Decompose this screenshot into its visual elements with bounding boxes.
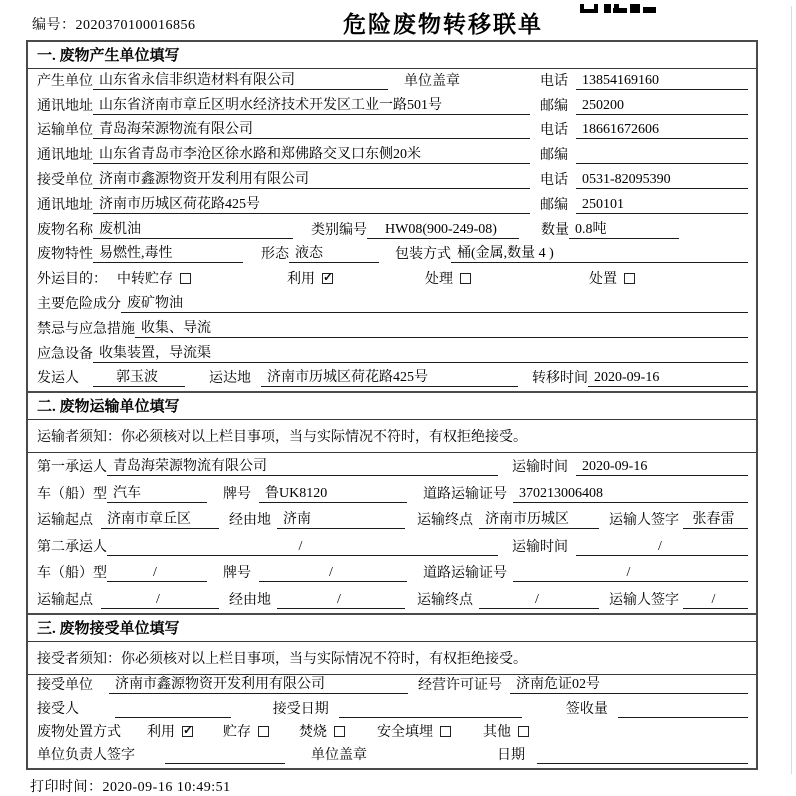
transport-zip-label: 邮编 <box>540 148 568 164</box>
purpose-option-transit-storage <box>117 268 191 288</box>
signoff-date-value <box>537 747 748 764</box>
disposal-utilize-label: 利用 <box>147 725 175 741</box>
row-producer-unit <box>28 69 756 94</box>
waste-category-value: HW08(900-249-08) <box>367 222 519 239</box>
receiver-zip-label: 邮编 <box>540 197 568 213</box>
row-producer-address <box>28 94 756 119</box>
purpose-treat-checkbox <box>460 273 471 284</box>
transfer-time-label: 转移时间 <box>532 371 588 387</box>
section-transporter <box>28 391 756 613</box>
row-transport-unit <box>28 119 756 144</box>
waste-traits-label: 废物特性 <box>37 247 93 263</box>
hazard-components-label: 主要危险成分 <box>37 296 121 312</box>
section-producer <box>28 42 756 391</box>
producer-address-value: 山东省济南市章丘区明水经济技术开发区工业一路501号 <box>93 94 530 115</box>
print-time-label: 打印时间： <box>30 780 103 796</box>
purpose-transit-storage-label: 中转贮存 <box>117 272 173 288</box>
receiver-phone-label: 电话 <box>540 172 568 188</box>
disposal-option-storage <box>223 721 269 741</box>
waste-name-label: 废物名称 <box>37 222 93 238</box>
purpose-utilize-checkbox <box>322 273 333 284</box>
emergency-measures-label: 禁忌与应急措施 <box>37 321 135 337</box>
disposal-landfill-checkbox <box>440 726 451 737</box>
producer-unit-value: 山东省永信非织造材料有限公司 <box>93 69 388 90</box>
transport-phone-value: 18661672606 <box>576 122 748 139</box>
second-carrier-value: / <box>107 539 498 556</box>
transport-time1-label: 运输时间 <box>512 459 568 475</box>
vehicle-type2-label: 车（船）型 <box>37 566 107 582</box>
producer-phone-label: 电话 <box>540 73 568 89</box>
transport-address-value: 山东省青岛市李沧区徐水路和郑佛路交叉口东侧20米 <box>93 143 530 164</box>
transport-address-label: 通讯地址 <box>37 148 93 164</box>
packing-method-value: 桶(金属,数量 4 ) <box>451 242 748 263</box>
row-emergency-equipment <box>28 342 756 367</box>
section2-header: 二. 废物运输单位填写 <box>28 391 756 420</box>
license-value: 济南危证02号 <box>510 673 748 694</box>
section3-header: 三. 废物接受单位填写 <box>28 613 756 642</box>
disposal-storage-checkbox <box>258 726 269 737</box>
row-vehicle2 <box>28 560 756 587</box>
emergency-measures-value: 收集、导流 <box>135 317 748 338</box>
destination-value: 济南市历城区荷花路425号 <box>261 366 518 387</box>
shipper-value: 郭玉波 <box>93 366 185 387</box>
receiver-unit-value: 济南市鑫源物资开发利用有限公司 <box>93 168 530 189</box>
print-time <box>30 776 796 796</box>
packing-method-label: 包装方式 <box>395 247 451 263</box>
row-transfer-purpose <box>28 267 756 292</box>
purpose-treat-label: 处理 <box>425 272 453 288</box>
plate1-label: 牌号 <box>223 486 251 502</box>
hazardous-waste-transfer-manifest <box>0 6 796 796</box>
producer-zip-value: 250200 <box>576 98 748 115</box>
accept-person-value <box>115 701 231 718</box>
waste-form-value: 液态 <box>289 242 379 263</box>
row-receiver-address <box>28 193 756 218</box>
disposal-utilize-checkbox <box>182 726 193 737</box>
waste-traits-value: 易燃性,毒性 <box>93 242 243 263</box>
emergency-equipment-value: 收集装置，导流渠 <box>93 342 748 363</box>
row-receiver-unit <box>28 168 756 193</box>
accept-person-label: 接受人 <box>37 701 79 717</box>
transport-unit-value: 青岛海荣源物流有限公司 <box>93 118 530 139</box>
transport-unit-label: 运输单位 <box>37 123 93 139</box>
producer-address-label: 通讯地址 <box>37 98 93 114</box>
row-receiving-unit <box>28 675 756 698</box>
route2-start-label: 运输起点 <box>37 592 93 608</box>
road-permit2-label: 道路运输证号 <box>423 566 507 582</box>
transfer-purpose-label: 外运目的： <box>37 272 107 288</box>
disposal-other-checkbox <box>518 726 529 737</box>
row-acceptance <box>28 698 756 721</box>
producer-unit-label: 产生单位 <box>37 73 93 89</box>
row-vehicle1 <box>28 480 756 507</box>
route2-sign-label: 运输人签字 <box>609 592 679 608</box>
route1-start-label: 运输起点 <box>37 513 93 529</box>
purpose-option-dispose <box>589 268 635 288</box>
row-second-carrier <box>28 533 756 560</box>
qr-code-fragment-icon <box>580 0 658 9</box>
row-shipper <box>28 367 756 392</box>
receiving-unit-label: 接受单位 <box>37 678 93 694</box>
row-hazard-components <box>28 292 756 317</box>
row-route1 <box>28 507 756 534</box>
purpose-utilize-label: 利用 <box>287 272 315 288</box>
received-amount-value <box>618 701 748 718</box>
unit-seal2-label: 单位盖章 <box>311 748 367 764</box>
route1-via-value: 济南 <box>277 508 405 529</box>
responsible-sign-label: 单位负责人签字 <box>37 748 135 764</box>
section-receiver <box>28 613 756 769</box>
print-time-value: 2020-09-16 10:49:51 <box>102 780 231 796</box>
route2-via-value: / <box>277 592 405 609</box>
received-amount-label: 签收量 <box>565 701 608 717</box>
purpose-dispose-checkbox <box>624 273 635 284</box>
route1-via-label: 经由地 <box>229 513 271 529</box>
purpose-option-utilize <box>287 268 333 288</box>
accept-date-label: 接受日期 <box>272 701 329 717</box>
receiver-address-label: 通讯地址 <box>37 197 93 213</box>
transport-time2-label: 运输时间 <box>512 539 568 555</box>
first-carrier-label: 第一承运人 <box>37 459 107 475</box>
disposal-option-landfill <box>377 721 451 741</box>
serial-number-value: 2020370100016856 <box>75 18 196 33</box>
route1-sign-label: 运输人签字 <box>609 513 679 529</box>
row-waste-traits <box>28 243 756 268</box>
waste-quantity-value: 0.8吨 <box>569 218 679 239</box>
row-waste-name <box>28 218 756 243</box>
transport-phone-label: 电话 <box>540 123 568 139</box>
page-title: 危险废物转移联单 <box>343 12 543 37</box>
route1-end-value: 济南市历城区 <box>479 508 599 529</box>
purpose-transit-storage-checkbox <box>180 273 191 284</box>
disposal-option-incinerate <box>299 721 345 741</box>
route2-end-value: / <box>479 592 599 609</box>
waste-form-label: 形态 <box>261 247 289 263</box>
license-label: 经营许可证号 <box>418 678 502 694</box>
route2-end-label: 运输终点 <box>417 592 473 608</box>
responsible-sign-value <box>165 747 285 764</box>
road-permit1-value: 370213006408 <box>513 486 748 503</box>
route2-sign-value: / <box>683 592 748 609</box>
disposal-option-utilize <box>147 721 193 741</box>
accept-date-value <box>339 701 522 718</box>
row-signoff <box>28 745 756 768</box>
manifest-form <box>26 40 758 770</box>
row-route2 <box>28 586 756 613</box>
producer-zip-label: 邮编 <box>540 98 568 114</box>
vehicle-type1-value: 汽车 <box>107 482 207 503</box>
disposal-option-other <box>483 721 529 741</box>
route1-sign-value: 张春雷 <box>683 508 748 529</box>
receiver-unit-label: 接受单位 <box>37 172 93 188</box>
route1-end-label: 运输终点 <box>417 513 473 529</box>
unit-seal-label: 单位盖章 <box>404 73 460 89</box>
receiving-unit-value: 济南市鑫源物资开发利用有限公司 <box>109 673 408 694</box>
row-emergency-measures <box>28 317 756 342</box>
transporter-notice: 运输者须知：你必须核对以上栏目事项，当与实际情况不符时，有权拒绝接受。 <box>28 420 756 453</box>
row-transport-address <box>28 143 756 168</box>
disposal-landfill-label: 安全填埋 <box>377 725 433 741</box>
transport-time1-value: 2020-09-16 <box>576 459 748 476</box>
route2-start-value: / <box>101 592 219 609</box>
vehicle-type2-value: / <box>107 565 207 582</box>
section1-header: 一. 废物产生单位填写 <box>28 42 756 69</box>
transport-time2-value: / <box>576 539 748 556</box>
first-carrier-value: 青岛海荣源物流有限公司 <box>107 455 498 476</box>
purpose-option-treat <box>425 268 471 288</box>
disposal-incinerate-checkbox <box>334 726 345 737</box>
plate2-value: / <box>259 565 407 582</box>
document-header <box>26 6 770 40</box>
plate1-value: 鲁UK8120 <box>259 482 407 503</box>
waste-category-label: 类别编号 <box>311 222 367 238</box>
destination-label: 运达地 <box>209 371 251 387</box>
route1-start-value: 济南市章丘区 <box>101 508 219 529</box>
receiver-zip-value: 250101 <box>576 197 748 214</box>
waste-quantity-label: 数量 <box>541 222 569 238</box>
vehicle-type1-label: 车（船）型 <box>37 486 107 502</box>
disposal-incinerate-label: 焚烧 <box>299 725 327 741</box>
page-edge-line <box>791 6 792 774</box>
signoff-date-label: 日期 <box>497 748 525 764</box>
serial-number-label: 编号： <box>32 18 76 33</box>
disposal-method-label: 废物处置方式 <box>37 725 121 741</box>
receiver-address-value: 济南市历城区荷花路425号 <box>93 193 530 214</box>
receiver-phone-value: 0531-82095390 <box>576 172 748 189</box>
second-carrier-label: 第二承运人 <box>37 539 107 555</box>
road-permit1-label: 道路运输证号 <box>423 486 507 502</box>
emergency-equipment-label: 应急设备 <box>37 346 93 362</box>
receiver-notice: 接受者须知：你必须核对以上栏目事项，当与实际情况不符时，有权拒绝接受。 <box>28 642 756 675</box>
waste-name-value: 废机油 <box>93 218 293 239</box>
hazard-components-value: 废矿物油 <box>121 292 748 313</box>
purpose-dispose-label: 处置 <box>589 272 617 288</box>
transfer-time-value: 2020-09-16 <box>588 370 748 387</box>
plate2-label: 牌号 <box>223 566 251 582</box>
transport-zip-value <box>576 147 748 164</box>
route2-via-label: 经由地 <box>229 592 271 608</box>
disposal-other-label: 其他 <box>483 725 511 741</box>
disposal-storage-label: 贮存 <box>223 725 251 741</box>
road-permit2-value: / <box>513 565 748 582</box>
shipper-label: 发运人 <box>37 371 79 387</box>
row-first-carrier <box>28 453 756 480</box>
row-disposal-method <box>28 722 756 745</box>
producer-phone-value: 13854169160 <box>576 73 748 90</box>
